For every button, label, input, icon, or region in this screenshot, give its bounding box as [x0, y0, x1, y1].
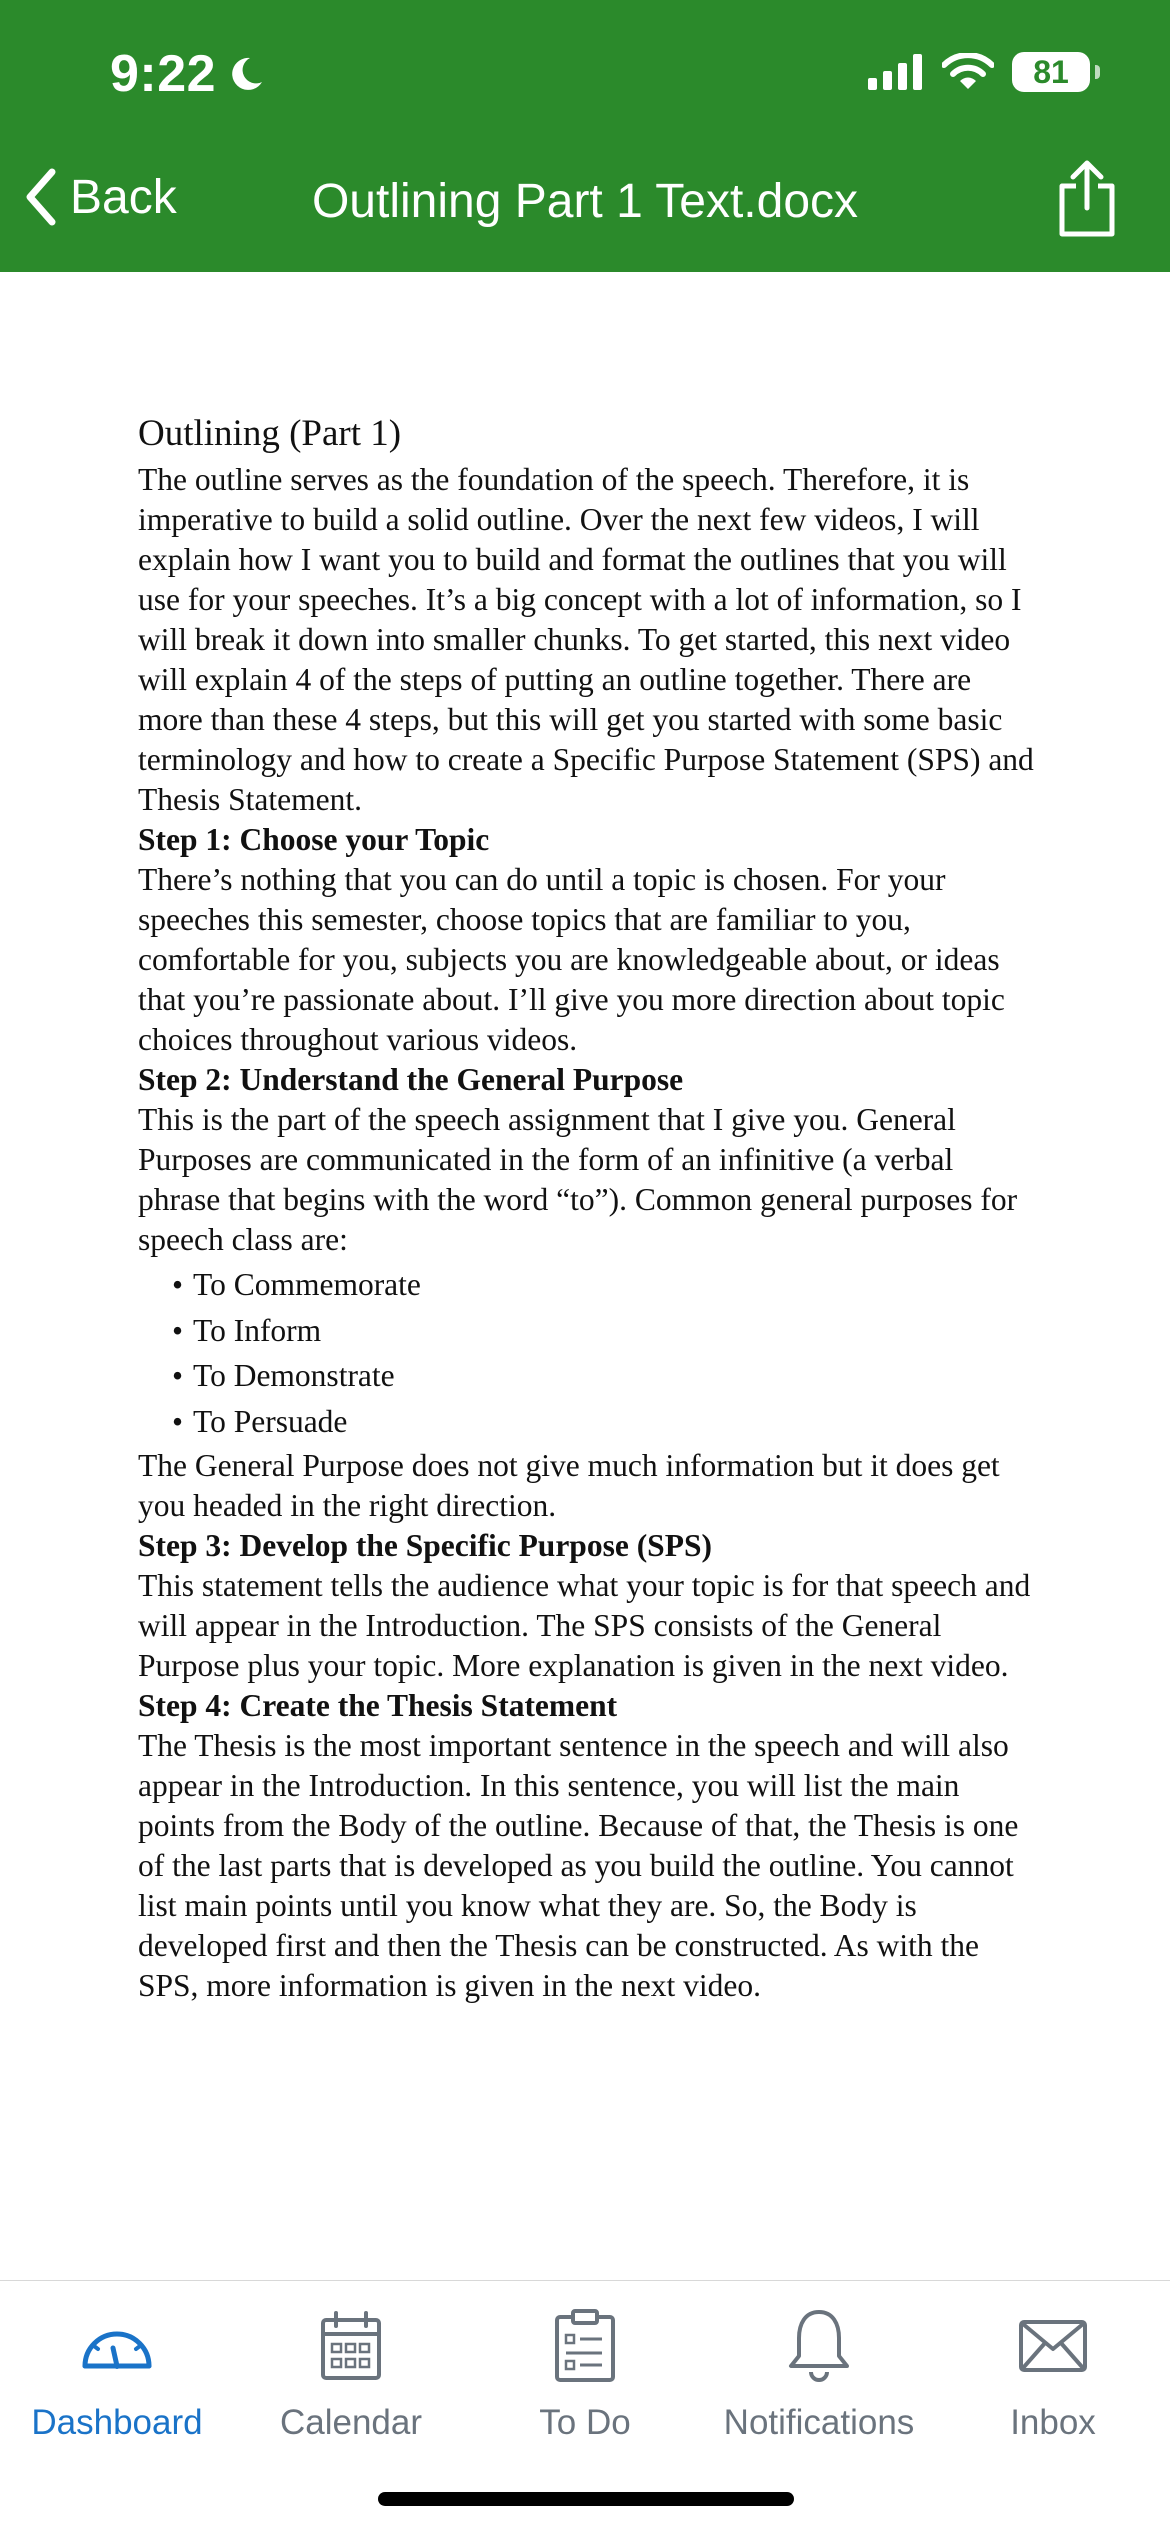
tab-label: Notifications	[723, 2403, 915, 2442]
share-button[interactable]	[1054, 160, 1120, 243]
list-item: • To Persuade	[172, 1399, 1038, 1445]
home-indicator	[378, 2492, 794, 2506]
tab-todo[interactable]	[468, 2301, 702, 2443]
dashboard-icon	[80, 2318, 154, 2374]
intro-paragraph: The outline serves as the foundation of the speech. Therefore, it is imperative to build a solid outline. Over the next few videos, I will explain how I want you to build and format the outlines that you will use for your speeches. It’s a big concept with a lot of information, so I will break it down into smaller chunks. To get started, this next video will explain 4 of the steps of putting an outline together. There are more than these 4 steps, but this will get you started with some basic terminology and how to create a Specific Purpose Statement (SPS) and Thesis Statement.	[138, 462, 1034, 817]
list-item: • To Commemorate	[172, 1262, 1038, 1308]
list-item: • To Inform	[172, 1308, 1038, 1354]
calendar-icon	[320, 2310, 382, 2382]
battery-indicator	[1012, 52, 1090, 92]
moon-icon	[226, 54, 266, 94]
tab-dashboard[interactable]	[0, 2301, 234, 2443]
list-item: • To Demonstrate	[172, 1353, 1038, 1399]
step-2-after-text: The General Purpose does not give much information but it does get you headed in the right direction.	[138, 1448, 1000, 1523]
tab-label: Calendar	[279, 2403, 423, 2442]
step-2-title: Step 2: Understand the General Purpose	[138, 1062, 684, 1097]
step-4-text: The Thesis is the most important sentence in the speech and will also appear in the Introduction. In this sentence, you will list the main points from the Body of the outline. Because of that, the Thesis is one of the last parts that is developed as you build the outline. You cannot list main points until you know what they are. So, the Body is developed first and then the Thesis can be constructed. As with the SPS, more information is given in the next video.	[138, 1728, 1019, 2003]
wifi-icon	[942, 53, 994, 91]
general-purposes-list	[138, 1262, 1038, 1444]
envelope-icon	[1018, 2319, 1088, 2373]
tab-label: Dashboard	[31, 2403, 203, 2442]
step-4-title: Step 4: Create the Thesis Statement	[138, 1688, 618, 1723]
tab-inbox[interactable]	[936, 2301, 1170, 2443]
tab-calendar[interactable]	[234, 2301, 468, 2443]
app-header	[0, 0, 1170, 272]
tab-notifications[interactable]	[702, 2301, 936, 2443]
nav-bar	[0, 160, 1170, 250]
tab-label: To Do	[539, 2403, 631, 2442]
step-2-text: This is the part of the speech assignment that I give you. General Purposes are communicated in the form of an infinitive (a verbal phrase that begins with the word “to”). Common general purposes for speech class are:	[138, 1102, 1018, 1257]
bell-icon	[785, 2308, 853, 2384]
document-content	[138, 410, 1038, 2006]
step-3-text: This statement tells the audience what your topic is for that speech and will appear in the Introduction. The SPS consists of the General Purpose plus your topic. More explanation is given in the next video.	[138, 1568, 1031, 1683]
status-time-text: 9:22	[110, 45, 217, 103]
back-label: Back	[70, 170, 177, 224]
todo-icon	[554, 2309, 616, 2383]
battery-level: 81	[1033, 53, 1069, 90]
status-icons	[868, 52, 1090, 92]
tab-label: Inbox	[1010, 2403, 1096, 2442]
step-1-text: There’s nothing that you can do until a topic is chosen. For your speeches this semester, choose topics that are familiar to you, comfortable for you, subjects you are knowledgeable about, or ideas that you’re passionate about. I’ll give you more direction about topic choices throughout various videos.	[138, 862, 1005, 1057]
share-icon	[1054, 160, 1120, 238]
page-title: Outlining Part 1 Text.docx	[311, 175, 859, 228]
document-heading: Outlining (Part 1)	[138, 413, 402, 454]
status-time	[110, 44, 266, 104]
cellular-signal-icon	[868, 54, 924, 90]
step-1-title: Step 1: Choose your Topic	[138, 822, 490, 857]
step-3-title: Step 3: Develop the Specific Purpose (SPS)	[138, 1528, 712, 1563]
